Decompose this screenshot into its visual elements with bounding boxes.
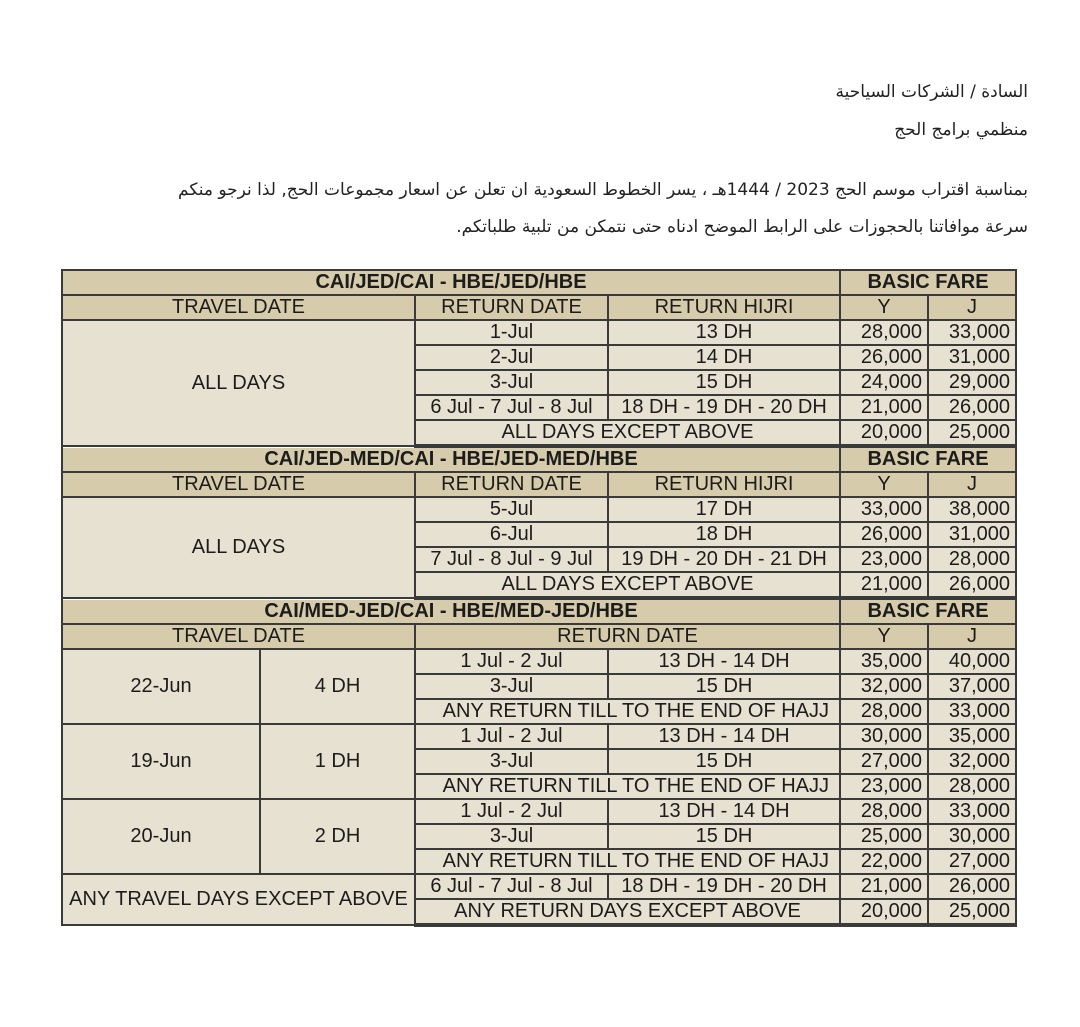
section3-header-row <box>62 598 1016 624</box>
return-hijri-cell: 14 DH <box>608 345 840 370</box>
class-y-header: Y <box>840 624 928 649</box>
fare-y-cell: 24,000 <box>840 370 928 395</box>
fare-y-cell: 25,000 <box>840 824 928 849</box>
return-date-cell: 1-Jul <box>415 320 608 345</box>
fare-j-cell: 28,000 <box>928 774 1016 799</box>
fare-y-cell: 33,000 <box>840 497 928 522</box>
fare-j-cell: 31,000 <box>928 522 1016 547</box>
basic-fare-header: BASIC FARE <box>840 446 1016 472</box>
return-date-cell: 3-Jul <box>415 824 608 849</box>
return-date-cell: 6 Jul - 7 Jul - 8 Jul <box>415 874 608 899</box>
travel-date-cell: ALL DAYS <box>62 497 415 598</box>
fare-y-cell: 23,000 <box>840 547 928 572</box>
return-date-cell: 1 Jul - 2 Jul <box>415 724 608 749</box>
return-hijri-cell: 18 DH - 19 DH - 20 DH <box>608 874 840 899</box>
fare-j-cell: 33,000 <box>928 699 1016 724</box>
announcement-line-2: سرعة موافاتنا بالحجوزات على الرابط الموضح ادناه حتى نتمكن من تلبية طلباتكم. <box>456 217 1028 237</box>
table-row <box>62 320 1016 345</box>
fare-y-cell: 28,000 <box>840 799 928 824</box>
return-date-cell: 2-Jul <box>415 345 608 370</box>
table-row <box>62 649 1016 674</box>
fare-j-cell: 32,000 <box>928 749 1016 774</box>
travel-date-cell: ALL DAYS <box>62 320 415 446</box>
class-j-header: J <box>928 472 1016 497</box>
travel-date-cell: 19-Jun <box>62 724 260 799</box>
return-date-cell: 7 Jul - 8 Jul - 9 Jul <box>415 547 608 572</box>
class-y-header: Y <box>840 295 928 320</box>
fare-j-cell: 26,000 <box>928 395 1016 420</box>
fare-y-cell: 21,000 <box>840 395 928 420</box>
fare-y-cell: 28,000 <box>840 699 928 724</box>
section2-header-row <box>62 446 1016 472</box>
fare-j-cell: 28,000 <box>928 547 1016 572</box>
fare-j-cell: 35,000 <box>928 724 1016 749</box>
return-date-cell: 1 Jul - 2 Jul <box>415 799 608 824</box>
fare-j-cell: 26,000 <box>928 572 1016 598</box>
fare-y-cell: 20,000 <box>840 420 928 446</box>
return-any-cell: ANY RETURN TILL TO THE END OF HAJJ <box>415 699 840 724</box>
fare-j-cell: 33,000 <box>928 799 1016 824</box>
return-hijri-cell: 13 DH - 14 DH <box>608 799 840 824</box>
return-hijri-cell: 17 DH <box>608 497 840 522</box>
return-hijri-cell: 13 DH <box>608 320 840 345</box>
section3-route: CAI/MED-JED/CAI - HBE/MED-JED/HBE <box>62 598 840 624</box>
return-hijri-cell: 15 DH <box>608 370 840 395</box>
return-date-cell: 5-Jul <box>415 497 608 522</box>
travel-hijri-cell: 4 DH <box>260 649 415 724</box>
travel-date-header: TRAVEL DATE <box>62 295 415 320</box>
return-hijri-cell: 15 DH <box>608 824 840 849</box>
fare-y-cell: 22,000 <box>840 849 928 874</box>
return-date-cell: 1 Jul - 2 Jul <box>415 649 608 674</box>
fare-j-cell: 31,000 <box>928 345 1016 370</box>
fare-y-cell: 30,000 <box>840 724 928 749</box>
class-j-header: J <box>928 624 1016 649</box>
fare-y-cell: 28,000 <box>840 320 928 345</box>
fare-y-cell: 23,000 <box>840 774 928 799</box>
fare-j-cell: 38,000 <box>928 497 1016 522</box>
class-j-header: J <box>928 295 1016 320</box>
return-hijri-cell: 13 DH - 14 DH <box>608 649 840 674</box>
section1-column-header-row <box>62 295 1016 320</box>
basic-fare-header: BASIC FARE <box>840 270 1016 295</box>
travel-date-cell: 20-Jun <box>62 799 260 874</box>
return-hijri-header: RETURN HIJRI <box>608 472 840 497</box>
table-row <box>62 497 1016 522</box>
return-hijri-cell: 18 DH <box>608 522 840 547</box>
basic-fare-header: BASIC FARE <box>840 598 1016 624</box>
return-hijri-cell: 13 DH - 14 DH <box>608 724 840 749</box>
return-date-header: RETURN DATE <box>415 472 608 497</box>
fare-j-cell: 29,000 <box>928 370 1016 395</box>
return-hijri-cell: 15 DH <box>608 674 840 699</box>
return-except-cell: ALL DAYS EXCEPT ABOVE <box>415 420 840 446</box>
fare-y-cell: 21,000 <box>840 572 928 598</box>
greeting-line-1: السادة / الشركات السياحية <box>835 82 1028 102</box>
travel-hijri-cell: 2 DH <box>260 799 415 874</box>
return-any-cell: ANY RETURN TILL TO THE END OF HAJJ <box>415 774 840 799</box>
fare-j-cell: 25,000 <box>928 420 1016 446</box>
fare-j-cell: 25,000 <box>928 899 1016 925</box>
greeting-line-2: منظمي برامج الحج <box>894 120 1028 140</box>
return-date-cell: 6 Jul - 7 Jul - 8 Jul <box>415 395 608 420</box>
travel-hijri-cell: 1 DH <box>260 724 415 799</box>
return-hijri-cell: 18 DH - 19 DH - 20 DH <box>608 395 840 420</box>
return-except-cell: ANY RETURN DAYS EXCEPT ABOVE <box>415 899 840 925</box>
fare-j-cell: 37,000 <box>928 674 1016 699</box>
class-y-header: Y <box>840 472 928 497</box>
return-hijri-cell: 19 DH - 20 DH - 21 DH <box>608 547 840 572</box>
fare-y-cell: 27,000 <box>840 749 928 774</box>
fare-y-cell: 26,000 <box>840 522 928 547</box>
return-date-cell: 3-Jul <box>415 749 608 774</box>
fare-y-cell: 32,000 <box>840 674 928 699</box>
section1-header-row <box>62 270 1016 295</box>
return-date-cell: 3-Jul <box>415 370 608 395</box>
fare-y-cell: 20,000 <box>840 899 928 925</box>
table-row <box>62 874 1016 899</box>
return-any-cell: ANY RETURN TILL TO THE END OF HAJJ <box>415 849 840 874</box>
return-except-cell: ALL DAYS EXCEPT ABOVE <box>415 572 840 598</box>
table-row <box>62 724 1016 749</box>
fare-y-cell: 26,000 <box>840 345 928 370</box>
fare-y-cell: 35,000 <box>840 649 928 674</box>
return-date-header: RETURN DATE <box>415 624 840 649</box>
section2-route: CAI/JED-MED/CAI - HBE/JED-MED/HBE <box>62 446 840 472</box>
travel-date-cell: 22-Jun <box>62 649 260 724</box>
travel-date-header: TRAVEL DATE <box>62 624 415 649</box>
fare-j-cell: 26,000 <box>928 874 1016 899</box>
fares-table <box>61 269 1017 927</box>
return-hijri-cell: 15 DH <box>608 749 840 774</box>
table-row <box>62 799 1016 824</box>
announcement-line-1: بمناسبة اقتراب موسم الحج 2023 / 1444هـ ، يسر الخطوط السعودية ان تعلن عن اسعار مجموعات الحج, لذا نرجو منكم <box>178 180 1028 200</box>
section1-route: CAI/JED/CAI - HBE/JED/HBE <box>62 270 840 295</box>
return-date-header: RETURN DATE <box>415 295 608 320</box>
fare-j-cell: 33,000 <box>928 320 1016 345</box>
fare-j-cell: 30,000 <box>928 824 1016 849</box>
travel-date-header: TRAVEL DATE <box>62 472 415 497</box>
travel-any-cell: ANY TRAVEL DAYS EXCEPT ABOVE <box>62 874 415 925</box>
return-date-cell: 3-Jul <box>415 674 608 699</box>
fare-y-cell: 21,000 <box>840 874 928 899</box>
section2-column-header-row <box>62 472 1016 497</box>
fare-j-cell: 27,000 <box>928 849 1016 874</box>
fare-j-cell: 40,000 <box>928 649 1016 674</box>
section3-column-header-row <box>62 624 1016 649</box>
return-date-cell: 6-Jul <box>415 522 608 547</box>
return-hijri-header: RETURN HIJRI <box>608 295 840 320</box>
